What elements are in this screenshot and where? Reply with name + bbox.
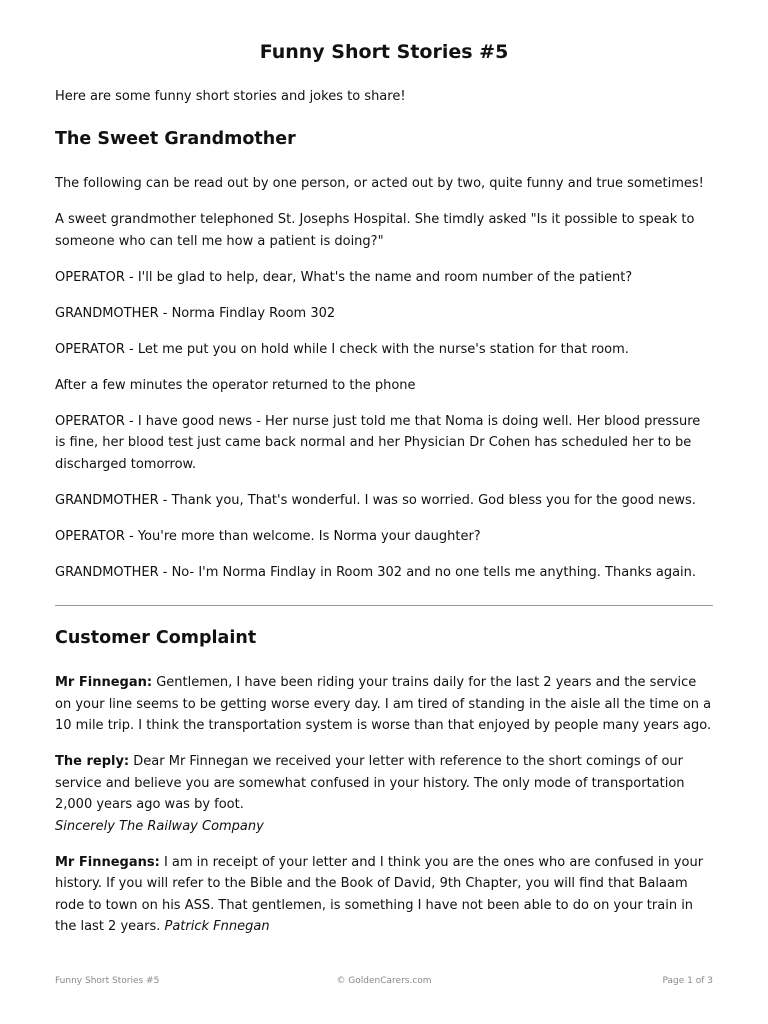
footer-page-number: Page 1 of 3	[662, 976, 713, 986]
footer-document-name: Funny Short Stories #5	[55, 976, 160, 986]
response-paragraph	[55, 852, 713, 938]
speaker-label: Mr Finnegans:	[55, 854, 160, 870]
signature: Patrick Fnnegan	[164, 919, 270, 934]
speaker-label: Mr Finnegan:	[55, 675, 153, 690]
story-paragraph: After a few minutes the operator returned to the phone	[55, 377, 416, 393]
speaker-label: The reply:	[55, 754, 130, 769]
story-paragraph: OPERATOR - Let me put you on hold while I check with the nurse's station for that room.	[55, 341, 629, 357]
story-paragraph: OPERATOR - I'll be glad to help, dear, What's the name and room number of the patient?	[55, 269, 633, 285]
story-paragraph: GRANDMOTHER - Thank you, That's wonderful. I was so worried. God bless you for the good news.	[55, 492, 696, 508]
story-paragraph: OPERATOR - You're more than welcome. Is Norma your daughter?	[55, 528, 481, 544]
document-page	[55, 38, 713, 952]
story-paragraph: OPERATOR - I have good news - Her nurse just told me that Noma is doing well. Her blood pressure is fine, her blood test just came back normal and her Physician Dr Cohen has scheduled her to be discharged tomorrow.	[55, 413, 701, 472]
signature: Sincerely The Railway Company	[55, 818, 264, 834]
footer-copyright: © GoldenCarers.com	[336, 976, 432, 986]
response-text: I am in receipt of your letter and I think you are the ones who are confused in your history. If you will refer to the Bible and the Book of David, 9th Chapter, you will find that Balaam rode to town on his ASS. That gentlemen, is something I have not been able to do on your train in the last 2 years.	[55, 854, 704, 934]
section-divider	[55, 605, 713, 606]
section-heading-customer-complaint: Customer Complaint	[55, 628, 257, 648]
document-title: Funny Short Stories #5	[259, 41, 509, 63]
story-paragraph: A sweet grandmother telephoned St. Josephs Hospital. She timdly asked "Is it possible to speak to someone who can tell me how a patient is doing?"	[55, 212, 695, 249]
complaint-paragraph	[55, 672, 713, 737]
reply-text: Dear Mr Finnegan we received your letter with reference to the short comings of our service and believe you are somewhat confused in your history. The only mode of transportation 2,000 years ago was by foot.	[55, 754, 685, 812]
section-heading-sweet-grandmother: The Sweet Grandmother	[55, 129, 296, 149]
complaint-text: Gentlemen, I have been riding your trains daily for the last 2 years and the service on your line seems to be getting worse every day. I am tired of standing in the aisle all the time on a 10 mile trip. I think the transportation system is worse than that enjoyed by people many years ago.	[55, 675, 712, 733]
reply-paragraph	[55, 751, 713, 837]
story-paragraph: GRANDMOTHER - No- I'm Norma Findlay in Room 302 and no one tells me anything. Thanks again.	[55, 564, 697, 580]
page-footer	[55, 976, 713, 986]
story-paragraph: GRANDMOTHER - Norma Findlay Room 302	[55, 305, 336, 321]
story-paragraph: The following can be read out by one person, or acted out by two, quite funny and true sometimes!	[55, 176, 704, 191]
intro-text: Here are some funny short stories and jokes to share!	[55, 89, 406, 104]
